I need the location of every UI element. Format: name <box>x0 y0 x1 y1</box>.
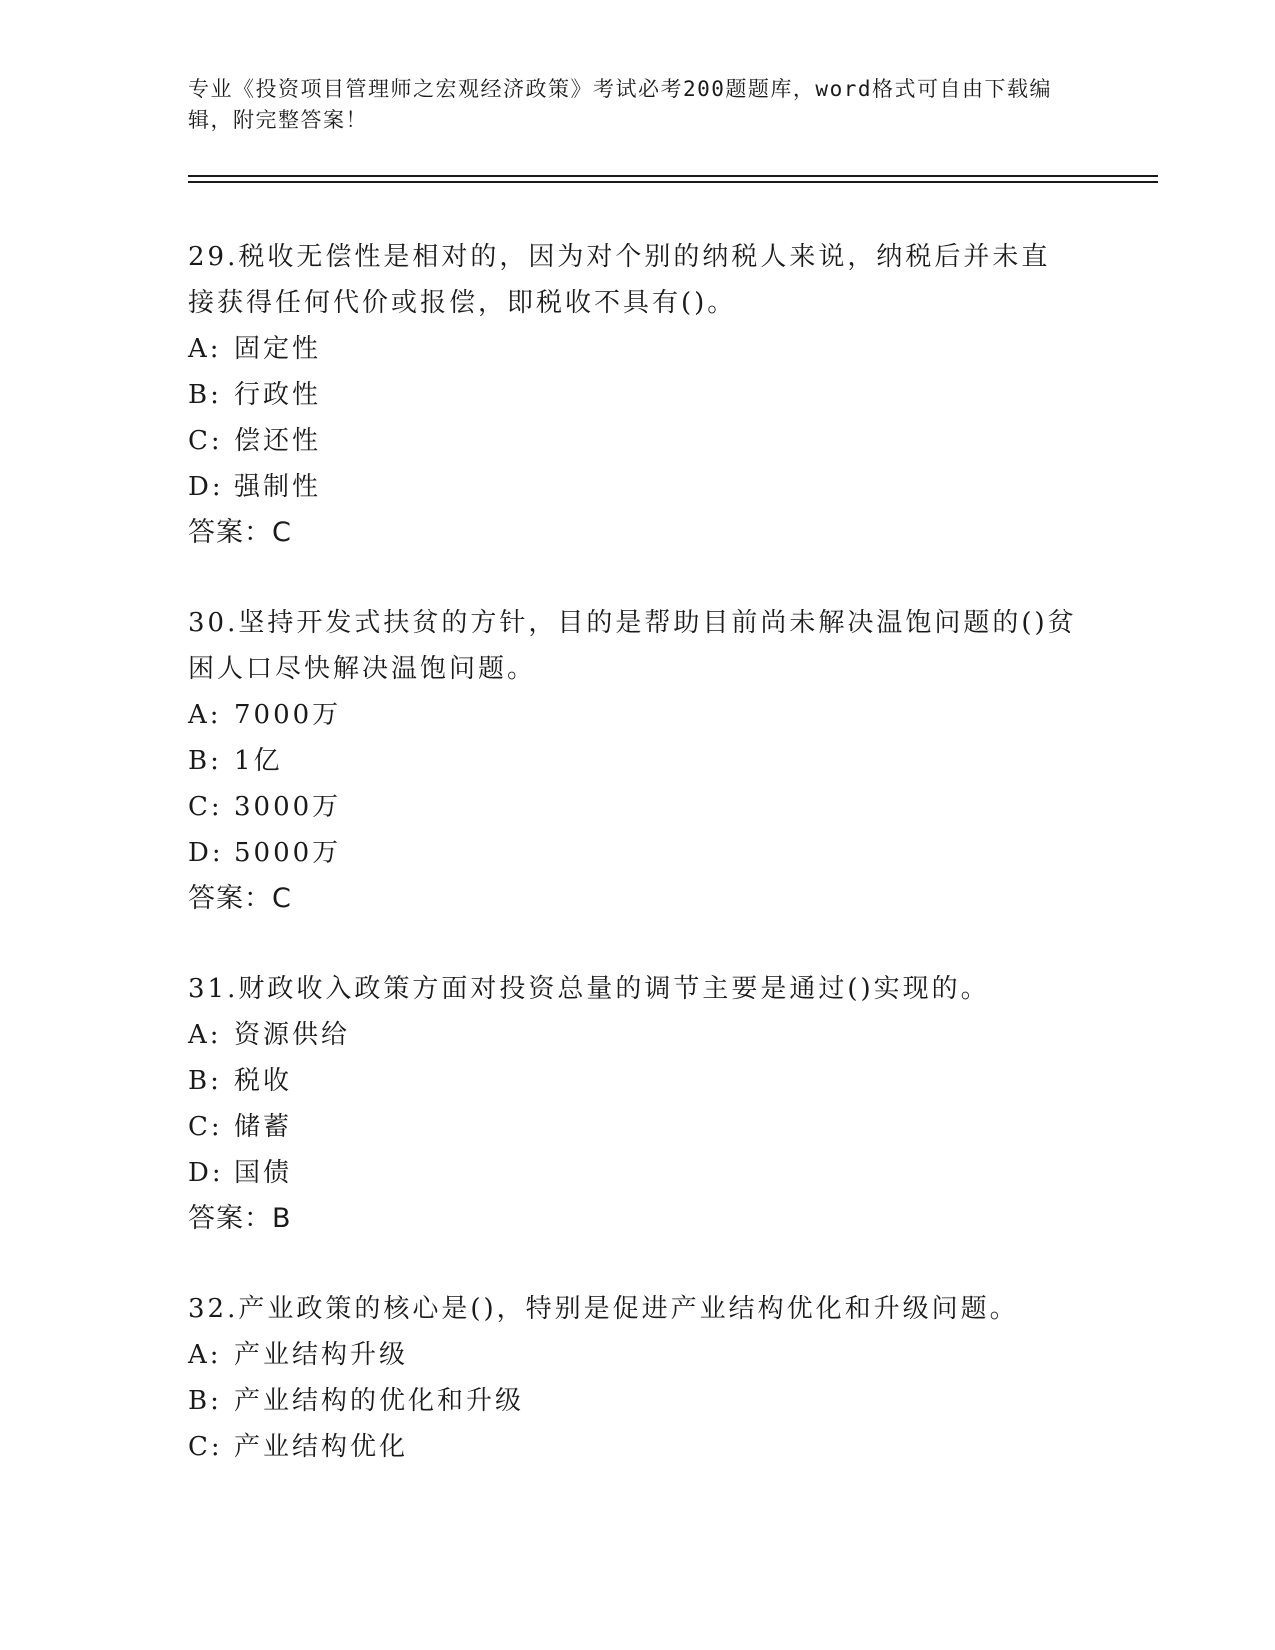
option-letter: D: <box>188 1158 224 1188</box>
header-rule-top <box>188 175 1158 177</box>
option-text: 产业结构升级 <box>234 1340 409 1370</box>
option-b <box>188 1058 1078 1104</box>
option-letter: A: <box>188 700 222 730</box>
question-29 <box>188 234 1078 556</box>
option-letter: C: <box>188 792 223 822</box>
option-c <box>188 1424 1078 1470</box>
option-letter: B: <box>188 1386 222 1416</box>
option-d <box>188 830 1078 876</box>
question-stem: 32.产业政策的核心是()，特别是促进产业结构优化和升级问题。 <box>188 1294 1019 1324</box>
option-a <box>188 326 1078 372</box>
option-a <box>188 1012 1078 1058</box>
answer: 答案：C <box>188 883 292 914</box>
option-text: 固定性 <box>234 334 322 364</box>
option-letter: C: <box>188 1432 223 1462</box>
question-32 <box>188 1286 1078 1470</box>
option-text: 国债 <box>234 1158 293 1188</box>
option-c <box>188 1104 1078 1150</box>
option-letter: D: <box>188 472 224 502</box>
option-letter: A: <box>188 334 222 364</box>
option-text: 产业结构的优化和升级 <box>234 1386 525 1416</box>
option-text: 行政性 <box>234 380 322 410</box>
answer: 答案：B <box>188 1203 292 1234</box>
option-letter: A: <box>188 1340 222 1370</box>
option-letter: B: <box>188 746 222 776</box>
option-text: 5000万 <box>234 838 342 868</box>
option-text: 储蓄 <box>234 1112 293 1142</box>
option-b <box>188 1378 1078 1424</box>
option-text: 税收 <box>234 1066 293 1096</box>
question-stem: 31.财政收入政策方面对投资总量的调节主要是通过()实现的。 <box>188 974 990 1004</box>
document-header: 专业《投资项目管理师之宏观经济政策》考试必考200题题库，word格式可自由下载编辑，附完整答案！ <box>188 77 1052 132</box>
header-rule-bottom <box>188 181 1158 183</box>
option-letter: B: <box>188 1066 222 1096</box>
option-a <box>188 1332 1078 1378</box>
option-letter: C: <box>188 1112 223 1142</box>
answer: 答案：C <box>188 517 292 548</box>
question-30 <box>188 600 1078 922</box>
option-text: 产业结构优化 <box>234 1432 409 1462</box>
question-stem: 30.坚持开发式扶贫的方针，目的是帮助目前尚未解决温饱问题的()贫困人口尽快解决温饱问题。 <box>188 608 1077 684</box>
option-text: 3000万 <box>234 792 342 822</box>
option-letter: A: <box>188 1020 222 1050</box>
question-31 <box>188 966 1078 1242</box>
option-text: 强制性 <box>234 472 322 502</box>
option-text: 偿还性 <box>234 426 322 456</box>
option-d <box>188 1150 1078 1196</box>
option-text: 1亿 <box>234 746 283 776</box>
option-text: 资源供给 <box>234 1020 351 1050</box>
option-c <box>188 784 1078 830</box>
option-b <box>188 738 1078 784</box>
question-stem: 29.税收无偿性是相对的，因为对个别的纳税人来说，纳税后并未直接获得任何代价或报偿，即税收不具有()。 <box>188 242 1051 318</box>
option-letter: B: <box>188 380 222 410</box>
option-letter: C: <box>188 426 223 456</box>
option-a <box>188 692 1078 738</box>
option-c <box>188 418 1078 464</box>
option-letter: D: <box>188 838 224 868</box>
option-d <box>188 464 1078 510</box>
option-text: 7000万 <box>234 700 342 730</box>
option-b <box>188 372 1078 418</box>
